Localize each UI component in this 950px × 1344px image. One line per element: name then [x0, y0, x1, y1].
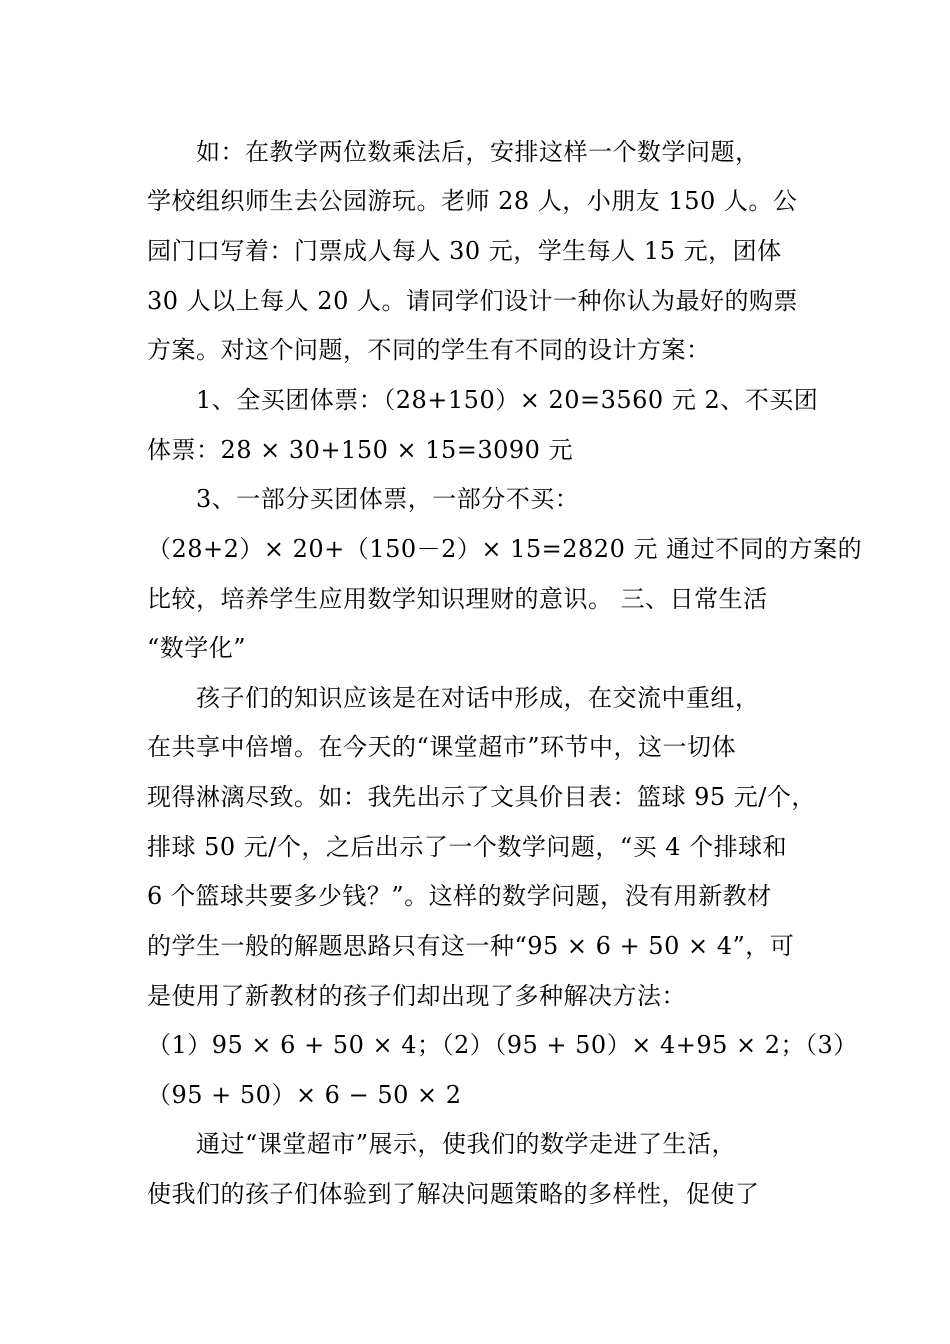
text-line: 在共享中倍增。在今天的“课堂超市”环节中，这一切体	[147, 733, 737, 761]
text-line: 排球 50 元/个，之后出示了一个数学问题，“买 4 个排球和	[147, 833, 788, 861]
text-line: 3、一部分买团体票，一部分不买：	[196, 485, 580, 513]
text-line: 是使用了新教材的孩子们却出现了多种解决方法：	[147, 982, 686, 1010]
text-line: 园门口写着：门票成人每人 30 元，学生每人 15 元，团体	[147, 237, 782, 265]
text-line: 30 人以上每人 20 人。请同学们设计一种你认为最好的购票	[147, 287, 798, 315]
text-line: （1）95 × 6 + 50 × 4；（2）（95 + 50）× 4+95 × 2；（3）	[147, 1031, 858, 1059]
text-line: “数学化”	[147, 634, 247, 662]
text-line: 比较，培养学生应用数学知识理财的意识。 三、日常生活	[147, 585, 768, 613]
text-line: 1、全买团体票：（28+150）× 20=3560 元 2、不买团	[196, 386, 819, 414]
text-line: （28+2）× 20+（150－2）× 15=2820 元 通过不同的方案的	[147, 535, 863, 563]
text-line: 方案。对这个问题，不同的学生有不同的设计方案：	[147, 336, 711, 364]
text-line: 通过“课堂超市”展示，使我们的数学走进了生活，	[196, 1130, 737, 1158]
text-line: 孩子们的知识应该是在对话中形成，在交流中重组，	[196, 684, 760, 712]
text-line: 6 个篮球共要多少钱？”。这样的数学问题，没有用新教材	[147, 882, 772, 910]
text-line: （95 + 50）× 6 − 50 × 2	[147, 1081, 462, 1109]
text-line: 使我们的孩子们体验到了解决问题策略的多样性，促使了	[147, 1180, 760, 1208]
text-line: 如：在教学两位数乘法后，安排这样一个数学问题，	[196, 138, 760, 166]
text-line: 现得淋漓尽致。如：我先出示了文具价目表：篮球 95 元/个，	[147, 783, 816, 811]
text-line: 学校组织师生去公园游玩。老师 28 人，小朋友 150 人。公	[147, 187, 798, 215]
text-line: 体票：28 × 30+150 × 15=3090 元	[147, 436, 574, 464]
text-line: 的学生一般的解题思路只有这一种“95 × 6 + 50 × 4”，可	[147, 932, 795, 960]
